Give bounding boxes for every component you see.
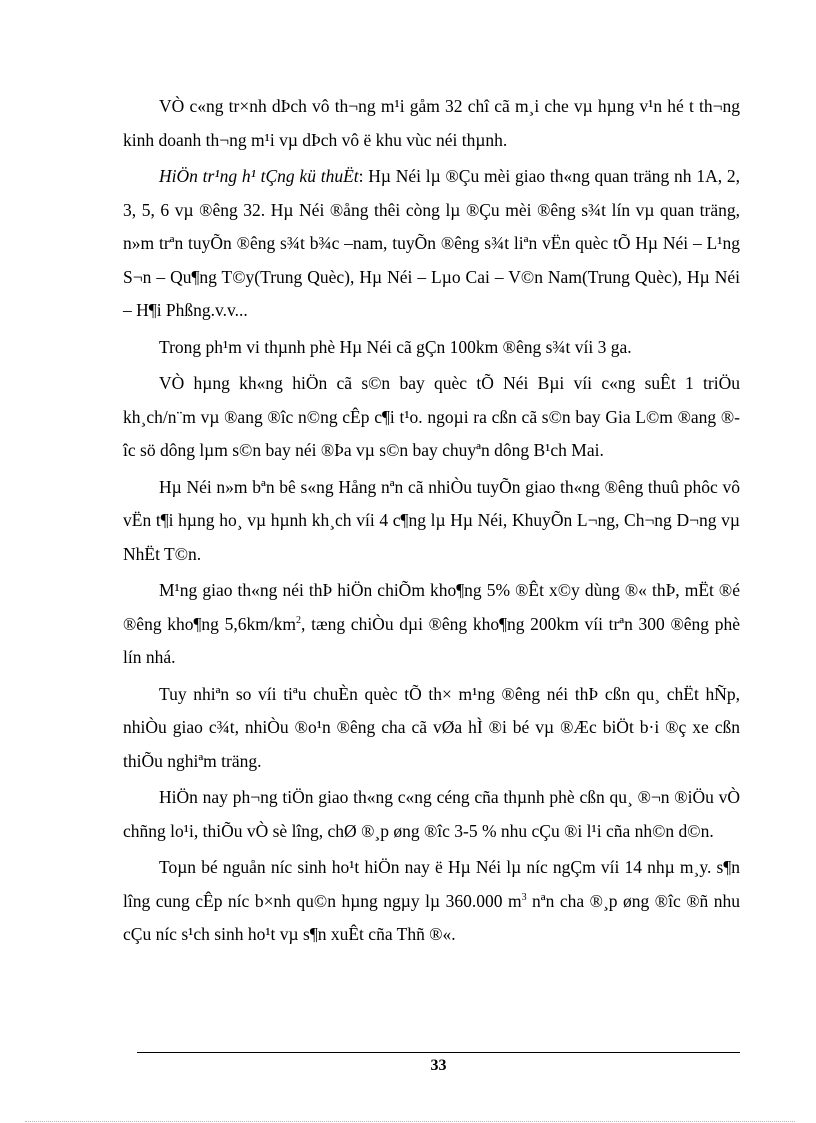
paragraph-infrastructure <box>123 160 740 328</box>
footer-divider <box>137 1052 740 1053</box>
paragraph-waterway <box>123 471 740 572</box>
paragraph-railway <box>123 331 740 365</box>
paragraph-text: Tuy nhiªn so víi tiªu chuÈn quèc tÕ th× m¹ng ®êng néi thÞ cßn qu¸ chËt hÑp, nhiÒu giao c¾t, nhiÒu ®o¹n ®êng cha cã vØa hÌ ®i bé vµ ®Æc biÖt b·i ®ç xe cßn thiÕu nghiªm träng. <box>123 683 740 771</box>
paragraph-text: Hµ Néi n»m bªn bê s«ng Hång nªn cã nhiÒu tuyÕn giao th«ng ®êng thuû phôc vô vËn t¶i hµng ho¸ vµ hµnh kh¸ch víi 4 c¶ng lµ Hµ Néi, KhuyÕn L¬ng, Ch¬ng D¬ng vµ NhËt T©n. <box>123 476 740 564</box>
paragraph-water-supply <box>123 851 740 952</box>
page-bottom-dotted-line <box>25 1121 795 1122</box>
paragraph-text: Toµn bé nguån níc sinh ho¹t hiÖn nay ë Hµ Néi lµ níc ngÇm víi 14 nhµ m¸y. s¶n lîng cung cÊp níc b×nh qu©n hµng ngµy lµ 360.000 m <box>123 857 740 911</box>
paragraph-text: VÒ c«ng tr×nh dÞch vô th¬ng m¹i gåm 32 chî cã m¸i che vµ hµng v¹n hé t th¬ng kinh doanh th¬ng m¹i vµ dÞch vô ë khu vùc néi thµnh. <box>123 96 740 150</box>
paragraph-text: HiÖn nay ph¬ng tiÖn giao th«ng c«ng céng cña thµnh phè cßn qu¸ ®¬n ®iÖu vÒ chñng lo¹i, thiÕu vÒ sè lîng, chØ ®¸p øng ®îc 3-5 % nhu cÇu ®i l¹i cña nh©n d©n. <box>123 787 740 841</box>
page-number: 33 <box>430 1057 447 1074</box>
infrastructure-heading: HiÖn tr¹ng h¹ tÇng kü thuËt <box>159 166 359 186</box>
superscript: 3 <box>521 891 527 903</box>
paragraph-text: , tæng chiÒu dµi ®êng kho¶ng 200km víi trªn 300 ®êng phè lín nhá. <box>123 613 740 667</box>
paragraph-road-standards <box>123 678 740 779</box>
paragraph-public-transport <box>123 781 740 848</box>
paragraph-road-network <box>123 574 740 675</box>
paragraph-text: Trong ph¹m vi thµnh phè Hµ Néi cã gÇn 100km ®êng s¾t víi 3 ga. <box>159 336 632 357</box>
paragraph-text: : Hµ Néi lµ ®Çu mèi giao th«ng quan träng nh 1A, 2, 3, 5, 6 vµ ®êng 32. Hµ Néi ®ång thêi còng lµ ®Çu mèi ®êng s¾t lín vµ quan träng, n»m trªn tuyÕn ®êng s¾t b¾c –nam, tuyÕn ®êng s¾t liªn vËn quèc tÕ Hµ Néi – L¹ng S¬n – Qu¶ng T©y(Trung Quèc), Hµ Néi – Lµo Cai – V©n Nam(Trung Quèc), Hµ Néi – H¶i Phßng.v.v... <box>123 166 740 320</box>
paragraph-text: VÒ hµng kh«ng hiÖn cã s©n bay quèc tÕ Néi Bµi víi c«ng suÊt 1 triÖu kh¸ch/n¨m vµ ®ang ®îc n©ng cÊp c¶i t¹o. ngoµi ra cßn cã s©n bay Gia L©m ®ang ®îc sö dông lµm s©n bay néi ®Þa vµ s©n bay chuyªn dông B¹ch Mai. <box>123 373 740 460</box>
paragraph-commercial-services <box>123 90 740 157</box>
paragraph-text: M¹ng giao th«ng néi thÞ hiÖn chiÕm kho¶ng 5% ®Êt x©y dùng ®« thÞ, mËt ®é ®êng kho¶ng 5,6km/km <box>123 580 740 634</box>
paragraph-aviation <box>123 367 740 468</box>
paragraph-text: nªn cha ®¸p øng ®îc ®ñ nhu cÇu níc s¹ch sinh ho¹t vµ s¶n xuÊt cña Thñ ®«. <box>123 890 740 944</box>
superscript: 2 <box>296 614 302 626</box>
body-text <box>123 90 740 955</box>
